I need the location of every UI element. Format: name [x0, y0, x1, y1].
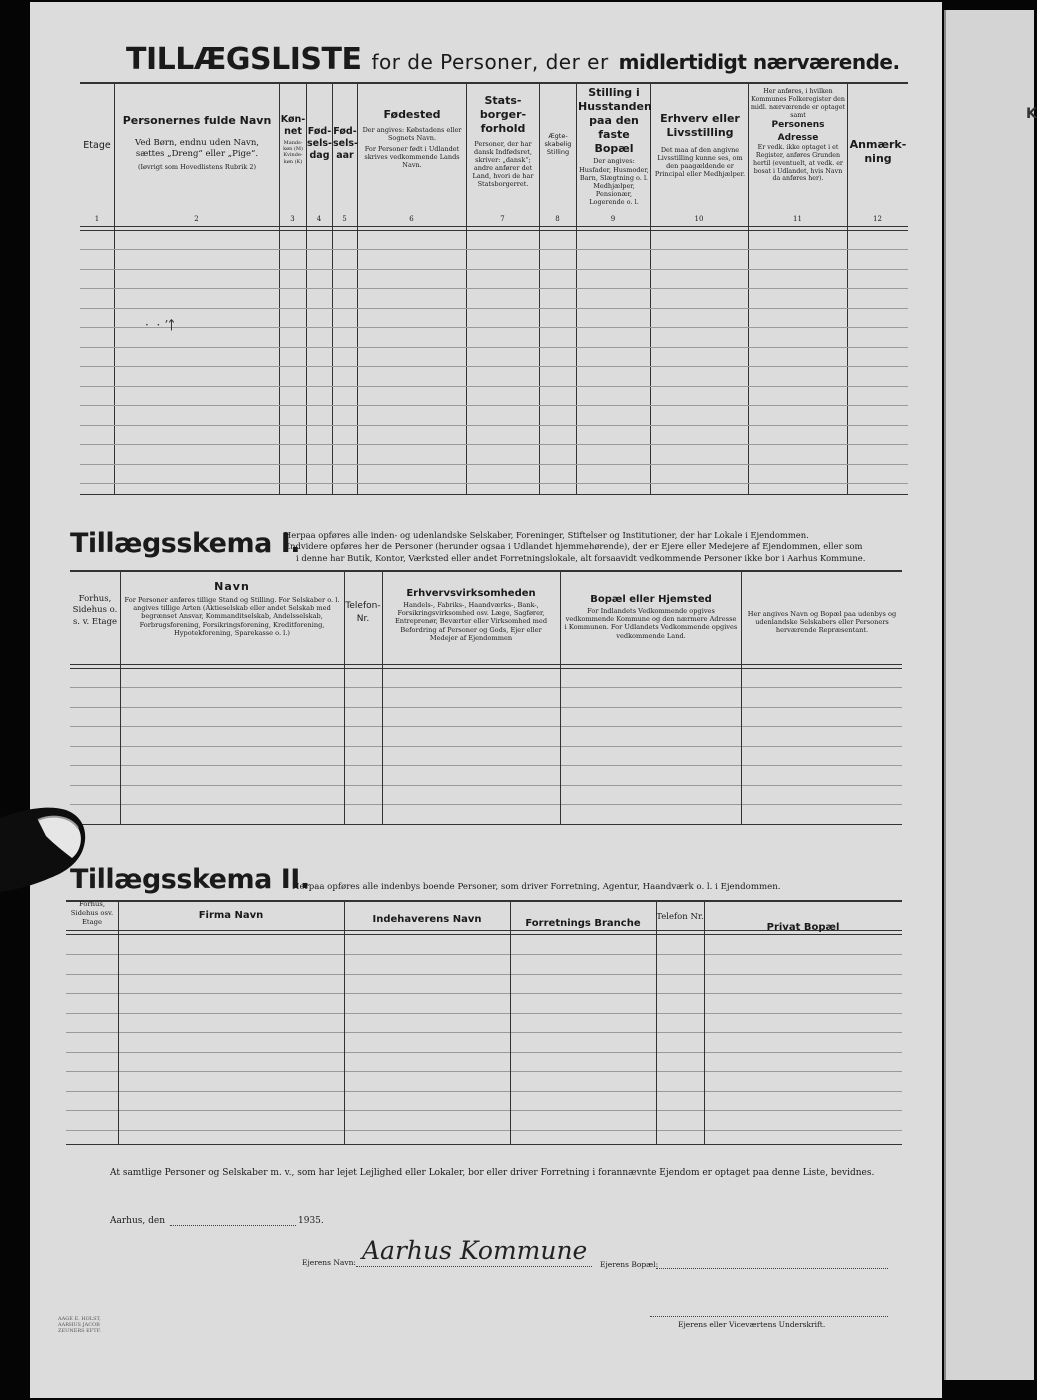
- skema1-col-business: Erhvervsvirksomheden Handels-, Fabriks-, Haandværks-, Bank-, Forsikringsvirksomhed osv. Læge, Sagfører, Entreprenør, Beværter eller Virksomhed med Befordring af Personer og Gods, Ejer eller Medejer af Ejendommen: [394, 588, 548, 642]
- printer-mark: AAGE E. HOLST, AARHUS JACOB ZEUNERS EFTF.: [58, 1316, 101, 1334]
- owner-address-label: Ejerens Bopæl:: [600, 1260, 659, 1269]
- skema1-col-divider: [120, 572, 121, 824]
- skema2-col-private-address: Privat Bopæl: [766, 922, 840, 933]
- list-header-border: [80, 226, 908, 227]
- ruled-row-line: [80, 366, 908, 367]
- owner-name-line: [356, 1266, 592, 1267]
- list-col-divider: [466, 84, 467, 494]
- adjacent-page-edge: [944, 10, 1037, 1380]
- list-top-border: [80, 82, 908, 84]
- col-marital-header: Ægteskabelig Stilling: [544, 132, 572, 157]
- col-number: 7: [500, 215, 505, 223]
- col-birthday-header: Fødselsdag: [307, 126, 332, 161]
- date-line: [170, 1225, 296, 1226]
- ruled-row-line: [80, 405, 908, 406]
- ruled-row-line: [80, 347, 908, 348]
- owner-name-signature: Aarhus Kommune: [362, 1236, 588, 1265]
- skema1-bottom-border: [70, 824, 902, 825]
- skema1-col-residence: Bopæl eller Hjemsted For Indlandets Vedkommende opgives vedkommende Kommune og den nærmere Adresse i Kommunen. For Udlandets Vedkommende opgives vedkommende Land.: [564, 594, 738, 640]
- ruled-row-line: [80, 249, 908, 250]
- signature-label: Ejerens eller Viceværtens Underskrift.: [678, 1320, 826, 1329]
- col-birthplace-header: Fødested Der angives: Købstadens eller Sognets Navn. For Personer født i Udlandet skrives vedkommende Lands Navn.: [362, 108, 462, 170]
- title-main: TILLÆGSLISTE: [126, 42, 362, 77]
- col-household-header: Stilling i Husstanden paa den faste Bopæl Der angives: Husfader, Husmoder, Barn, Slægtning o. l. Medhjælper, Pensionær, Logerende o. l.: [578, 86, 652, 206]
- ruled-row-line: [70, 687, 902, 688]
- ruled-row-line: [80, 269, 908, 270]
- ruled-row-line: [66, 1052, 902, 1053]
- skema1-header-border: [70, 664, 902, 665]
- ruled-row-line: [80, 327, 908, 328]
- skema1-title: Tillægsskema I.: [70, 528, 301, 559]
- skema1-top-border: [70, 570, 902, 572]
- ruled-row-line: [70, 726, 902, 727]
- skema1-col-divider: [741, 572, 742, 824]
- skema1-header-border-2: [70, 668, 902, 669]
- signature-line: [650, 1316, 888, 1317]
- skema2-col-divider: [344, 902, 345, 1144]
- col-number: 4: [316, 215, 322, 223]
- ruled-row-line: [70, 765, 902, 766]
- col-number: 1: [94, 215, 100, 223]
- skema1-col-representative: Her angives Navn og Bopæl paa udenbys og udenlandske Selskabers eller Personers herværende Repræsentant.: [747, 610, 897, 635]
- year-label: 1935.: [298, 1216, 324, 1226]
- ruled-row-line: [66, 1130, 902, 1131]
- document-page: [30, 2, 942, 1398]
- col-number: 6: [409, 215, 414, 223]
- skema1-col-divider: [560, 572, 561, 824]
- ruled-row-line: [80, 386, 908, 387]
- adjacent-page-letter: K: [1026, 106, 1037, 122]
- ruled-row-line: [70, 746, 902, 747]
- ruled-row-line: [70, 785, 902, 786]
- ruled-row-line: [66, 1091, 902, 1092]
- owner-address-line: [656, 1268, 888, 1269]
- skema2-intro: Herpaa opføres alle indenbys boende Personer, som driver Forretning, Agentur, Haandværk o. l. i Ejendommen.: [292, 882, 781, 892]
- col-number: 5: [342, 215, 347, 223]
- col-number: 12: [873, 215, 882, 223]
- skema2-top-border: [66, 900, 902, 902]
- title-rest-b: midlertidigt nærværende.: [618, 50, 900, 74]
- ruled-row-line: [80, 425, 908, 426]
- col-citizenship-header: Statsborgerforhold Personer, der har dansk Indfødsret, skriver: „dansk“; andre anfører det Land, hvori de har Statsborgerret.: [472, 94, 534, 189]
- col-number: 3: [290, 215, 295, 223]
- ruled-row-line: [70, 804, 902, 805]
- city-date-label: Aarhus, den: [110, 1216, 165, 1226]
- ruled-row-line: [66, 993, 902, 994]
- col-name-header: Personernes fulde Navn Ved Børn, endnu uden Navn, sættes „Dreng“ eller „Pige“. (Iøvrigt som Hovedlistens Rubrik 2): [122, 114, 272, 172]
- skema1-col-name: Navn For Personer anføres tillige Stand og Stilling. For Selskaber o. l. angives tillige Arten (Aktieselskab eller andet Selskab med begrænset Ansvar, Kommanditselskab, Andelsselskab, Forbrugsforening, Forsikringsforening, Kreditforening, Hypotekforening, Sparekasse o. l.): [124, 580, 340, 637]
- skema1-intro: Herpaa opføres alle inden- og udenlandske Selskaber, Foreninger, Stiftelser og Institutioner, der har Lokale i Ejendommen. Endvidere opføres her de Personer (herunder ogsaa i Udlandet hjemmehørende), der er Ejere eller Medejere af Ejendommen, eller som i denne har Butik, Kontor, Værksted eller andet Forretningslokale, alt forsaavidt vedkommende Personer ikke bor i Aarhus Kommune.: [284, 530, 866, 563]
- col-number: 11: [793, 215, 802, 223]
- skema2-col-divider: [656, 902, 657, 1144]
- skema2-col-floor: Forhus, Sidehus osv. Etage: [70, 900, 114, 926]
- ruled-row-line: [80, 464, 908, 465]
- list-col-divider: [576, 84, 577, 494]
- col-etage-header: Etage: [83, 140, 111, 151]
- skema2-col-divider: [510, 902, 511, 1144]
- skema2-bottom-border: [66, 1144, 902, 1145]
- col-occupation-header: Erhverv eller Livsstilling Det maa af den angivne Livsstilling kunne ses, om den paagældende er Principal eller Medhjælper.: [654, 112, 746, 179]
- ruled-row-line: [80, 444, 908, 445]
- ruled-row-line: [80, 288, 908, 289]
- col-address-header: Her anføres, i hvilken Kommunes Folkeregister den midl. nærværende er optaget samt Personens Adresse Er vedk. ikke optaget i et Register, anføres Grunden hertil (eventuelt, at vedk. er bosat i Udlandet, hvis Navn da anføres her).: [750, 88, 846, 183]
- skema2-col-branch: Forretnings Branche: [525, 918, 641, 929]
- thumb-shape: [0, 800, 88, 896]
- skema1-col-floor: Forhus, Sidehus o. s. v. Etage: [72, 594, 118, 627]
- col-number: 10: [694, 215, 704, 223]
- col-gender-header: Kønnet Mandskøn (M) Kvindekøn (K): [280, 114, 306, 165]
- list-col-divider: [650, 84, 651, 494]
- ruled-row-line: [80, 483, 908, 484]
- ruled-row-line: [66, 1013, 902, 1014]
- ruled-row-line: [66, 974, 902, 975]
- col-number: 8: [555, 215, 560, 223]
- title-rest-a: for de Personer, der er: [371, 50, 609, 74]
- list-col-divider: [748, 84, 749, 494]
- list-header-border-2: [80, 230, 908, 231]
- skema1-col-phone: Telefon-Nr.: [345, 601, 381, 624]
- page-title: [126, 42, 900, 77]
- col-number: 2: [194, 215, 199, 223]
- declaration-text: At samtlige Personer og Selskaber m. v., som har lejet Lejlighed eller Lokaler, bor eller driver Forretning i forannævnte Ejendom er optaget paa denne Liste, bevidnes.: [110, 1168, 875, 1178]
- ruled-row-line: [66, 1110, 902, 1111]
- ruled-row-line: [70, 707, 902, 708]
- skema2-col-divider: [118, 902, 119, 1144]
- skema2-col-divider: [704, 902, 705, 1144]
- skema2-col-phone: Telefon Nr.: [656, 912, 704, 922]
- ruled-row-line: [80, 308, 908, 309]
- col-remark-header: Anmærkning: [849, 138, 907, 165]
- ruled-row-line: [66, 1071, 902, 1072]
- skema2-title: Tillægsskema II.: [70, 864, 310, 895]
- skema2-header-border-2: [66, 934, 902, 935]
- list-bottom-border: [80, 494, 908, 495]
- col-number: 9: [610, 215, 616, 223]
- list-col-divider: [114, 84, 115, 494]
- skema1-col-divider: [382, 572, 383, 824]
- stray-pen-mark: · · ʼᛏ: [145, 318, 176, 332]
- owner-name-label: Ejerens Navn:: [302, 1258, 356, 1267]
- skema2-col-owner: Indehaverens Navn: [372, 914, 482, 925]
- col-birthyear-header: Fødselsaar: [333, 126, 358, 161]
- ruled-row-line: [66, 1032, 902, 1033]
- ruled-row-line: [66, 954, 902, 955]
- skema2-col-firm: Firma Navn: [198, 910, 264, 921]
